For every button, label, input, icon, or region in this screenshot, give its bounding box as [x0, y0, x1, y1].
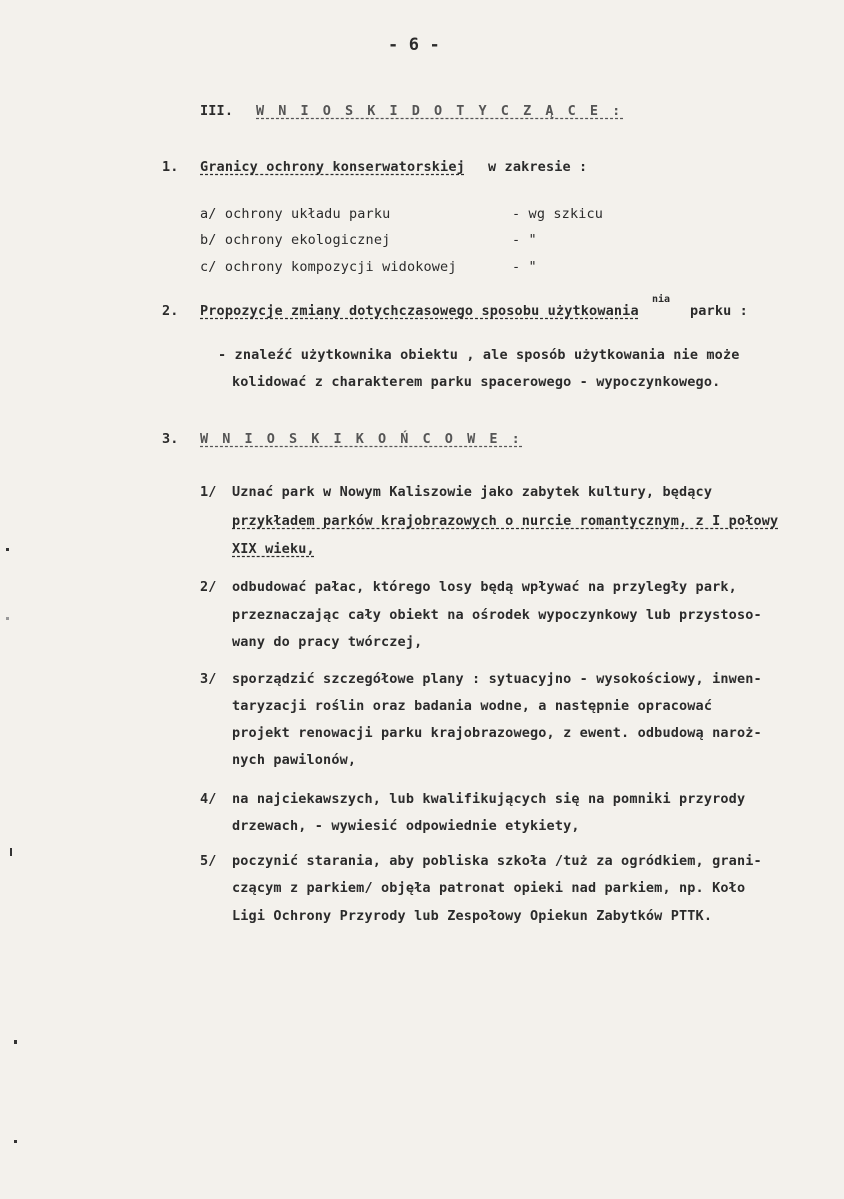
item2-number: 2. [162, 303, 179, 319]
point-number: 2/ [200, 579, 217, 595]
point-line: wany do pracy twórczej, [232, 634, 423, 650]
item1-row-label: a/ ochrony układu parku [200, 206, 391, 222]
item3-number: 3. [162, 431, 179, 447]
margin-speck [6, 548, 9, 551]
margin-speck [14, 1140, 17, 1143]
item2-rest: parku : [690, 303, 748, 319]
point-number: 5/ [200, 853, 217, 869]
item1-number: 1. [162, 159, 179, 175]
margin-speck [6, 617, 9, 620]
margin-speck [14, 1040, 17, 1044]
item1-underlined: Granicy ochrony konserwatorskiej [200, 159, 465, 175]
item1-row-value: - " [512, 232, 537, 248]
point-number: 3/ [200, 671, 217, 687]
item1-row-value: - wg szkicu [512, 206, 604, 222]
point-line: projekt renowacji parku krajobrazowego, z ewent. odbudową naroż- [232, 725, 762, 741]
point-line: taryzacji roślin oraz badania wodne, a następnie opracować [232, 698, 713, 714]
section-iii-title: W N I O S K I D O T Y C Z Ą C E : [256, 103, 624, 119]
point-number: 4/ [200, 791, 217, 807]
point-line: przykładem parków krajobrazowych o nurcie romantycznym, z I połowy [232, 513, 779, 529]
point-line: Ligi Ochrony Przyrody lub Zespołowy Opiekun Zabytków PTTK. [232, 908, 713, 924]
point-number: 1/ [200, 484, 217, 500]
point-line: drzewach, - wywiesić odpowiednie etykiety, [232, 818, 580, 834]
item2-superscript: nia [652, 294, 671, 305]
item1-row-value: - " [512, 259, 537, 275]
point-line: odbudować pałac, którego losy będą wpływać na przyległy park, [232, 579, 737, 595]
point-line: czącym z parkiem/ objęła patronat opieki nad parkiem, np. Koło [232, 880, 746, 896]
item3-title: W N I O S K I K O Ń C O W E : [200, 431, 523, 447]
item2-line: - znaleźć użytkownika obiektu , ale sposób użytkowania nie może [218, 347, 740, 363]
point-line: poczynić starania, aby pobliska szkoła /tuż za ogródkiem, grani- [232, 853, 762, 869]
item1-row-label: c/ ochrony kompozycji widokowej [200, 259, 457, 275]
page-number: - 6 - [388, 35, 440, 55]
item2-line: kolidować z charakterem parku spacerowego - wypoczynkowego. [232, 374, 721, 390]
point-line: nych pawilonów, [232, 752, 357, 768]
point-line: Uznać park w Nowym Kaliszowie jako zabytek kultury, będący [232, 484, 713, 500]
section-iii-number: III. [200, 103, 234, 119]
item2-underlined: Propozycje zmiany dotychczasowego sposobu użytkowania [200, 303, 639, 319]
item1-rest: w zakresie : [488, 159, 588, 175]
point-line: na najciekawszych, lub kwalifikujących się na pomniki przyrody [232, 791, 746, 807]
point-line: sporządzić szczegółowe plany : sytuacyjno - wysokościowy, inwen- [232, 671, 762, 687]
item1-row-label: b/ ochrony ekologicznej [200, 232, 391, 248]
margin-speck [10, 848, 12, 856]
point-line: przeznaczając cały obiekt na ośrodek wypoczynkowy lub przystoso- [232, 607, 762, 623]
point-line: XIX wieku, [232, 541, 315, 557]
